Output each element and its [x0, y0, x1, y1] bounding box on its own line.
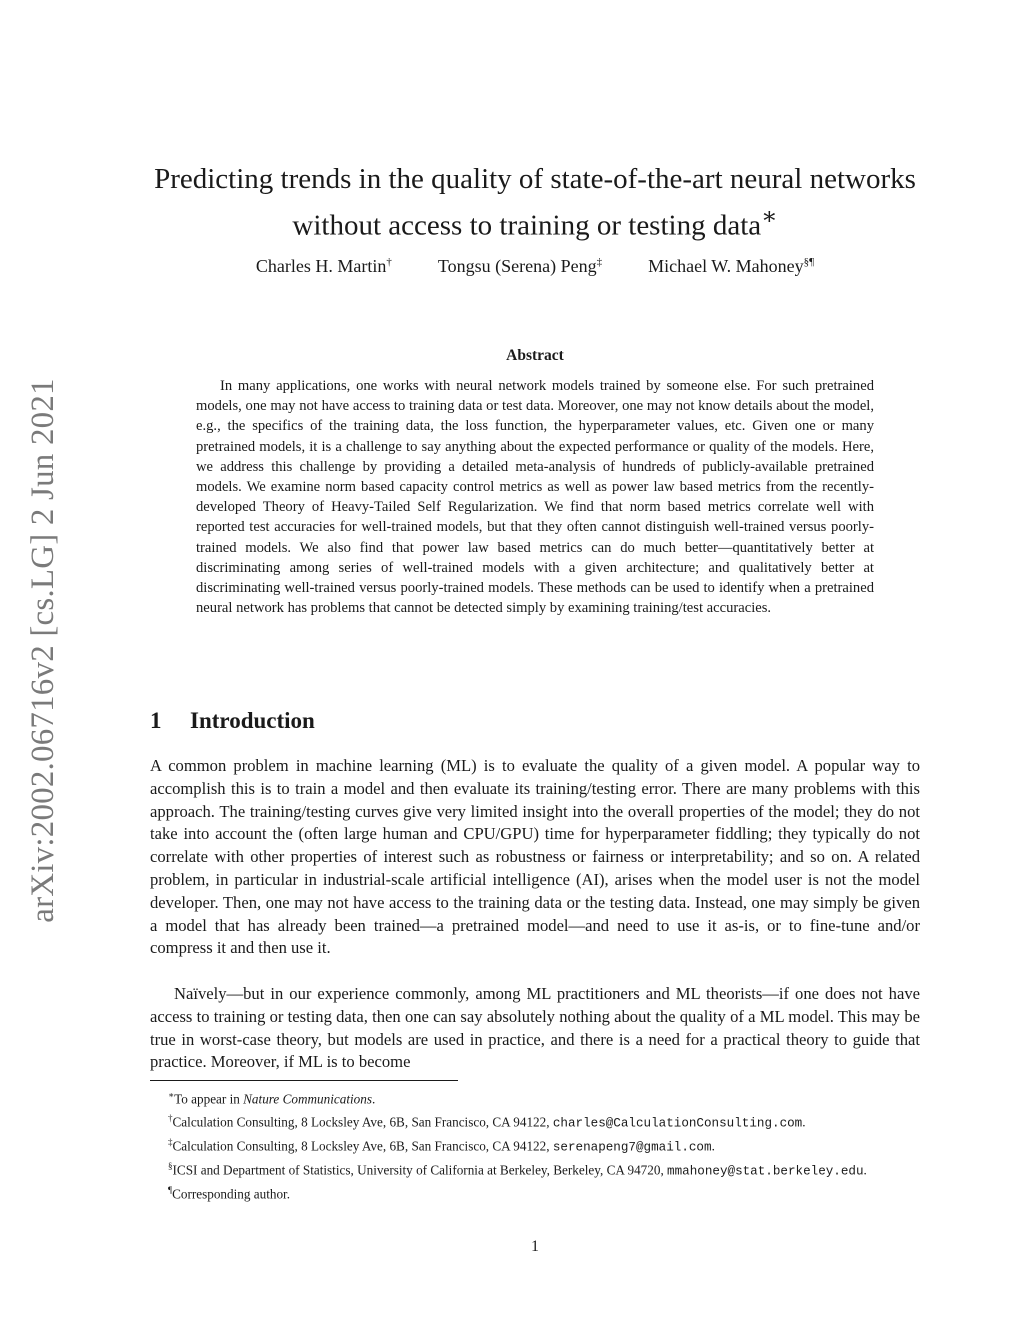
footnote-separator: [150, 1080, 458, 1081]
title-line-2: without access to training or testing data∗: [292, 203, 778, 242]
arxiv-identifier-stamp: [18, 370, 68, 930]
arxiv-identifier-text: arXiv:2002.06716v2 [cs.LG] 2 Jun 2021: [24, 377, 61, 923]
intro-paragraph-2: Naïvely—but in our experience commonly, among ML practitioners and ML theorists—if one does not have access to training or testing data, then one can say absolutely nothing about the quality of a ML model. This may be true in worst-case theory, but models are used in practice, and there is a need for a practical theory to guide that practice. Moreover, if ML is to become: [150, 984, 920, 1072]
email-mahoney[interactable]: mmahoney@stat.berkeley.edu: [667, 1164, 864, 1179]
author-martin: Charles H. Martin†: [255, 256, 392, 276]
footnote-publication: ∗To appear in Nature Communications.: [168, 1090, 376, 1107]
footnote-peng-affiliation: ‡Calculation Consulting, 8 Locksley Ave, 6B, San Francisco, CA 94122, serenapeng7@gmail.com.: [168, 1136, 715, 1155]
intro-paragraph-1: A common problem in machine learning (ML) is to evaluate the quality of a given model. A popular way to accomplish this is to train a model and then evaluate its training/testing error. There are many problems with this approach. The training/testing curves give very limited insight into the overall properties of the model; they do not take into account the (often large human and CPU/GPU) time for hyperparameter fiddling; they typically do not correlate with other properties of interest such as robustness or fairness or interpretability; and so on. A related problem, in particular in industrial-scale artificial intelligence (AI), arises when the model user is not the model developer. Then, one may not have access to the training data or the testing data. Instead, one may simply be given a model that has already been trained—a pretrained model—and need to use it as-is, or to fine-tune and/or compress it and then use it.: [150, 756, 920, 958]
abstract-text: In many applications, one works with neural network models trained by someone else. For such pretrained models, one may not have access to training data or test data. Moreover, one may not know details about the model, e.g., the specifics of the training data, the loss function, the hyperparameter values, etc. Given one or many pretrained models, it is a challenge to say anything about the expected performance or quality of the models. Here, we address this challenge by providing a detailed meta-analysis of hundreds of publicly-available pretrained models. We examine norm based capacity control metrics as well as power law based metrics from the recently-developed Theory of Heavy-Tailed Self Regularization. We find that norm based metrics correlate well with reported test accuracies for well-trained models, but that they often cannot distinguish well-trained versus poorly-trained models. We also find that power law based metrics can do much better—quantitatively better at discriminating among series of well-trained models with a given architecture; and qualitatively better at discriminating well-trained versus poorly-trained models. These methods can be used to identify when a pretrained neural network has problems that cannot be detected simply by examining training/test accuracies.: [196, 378, 874, 617]
title-footnote-mark: ∗: [761, 203, 778, 230]
section-heading-introduction: [150, 708, 315, 734]
section-number: 1: [150, 708, 162, 733]
footnote-corresponding-author: ¶Corresponding author.: [168, 1184, 291, 1202]
footnotes: [150, 1086, 920, 1204]
venue-name: Nature Communications: [243, 1091, 372, 1107]
author-mahoney: Michael W. Mahoney§¶: [648, 256, 815, 276]
email-peng[interactable]: serenapeng7@gmail.com: [552, 1140, 712, 1155]
abstract-heading: Abstract: [506, 347, 564, 364]
section-title: Introduction: [190, 708, 315, 733]
footnote-mahoney-affiliation: §ICSI and Department of Statistics, University of California at Berkeley, Berkeley, CA 94720, mmahoney@stat.berkeley.edu.: [168, 1160, 867, 1179]
author-list: [150, 256, 920, 277]
paper-title: [130, 160, 940, 245]
author-peng: Tongsu (Serena) Peng‡: [437, 256, 603, 276]
email-martin[interactable]: charles@CalculationConsulting.com: [552, 1116, 803, 1131]
title-line-1: Predicting trends in the quality of state-of-the-art neural networks: [154, 163, 916, 195]
page-number: 1: [531, 1238, 539, 1255]
footnote-martin-affiliation: †Calculation Consulting, 8 Locksley Ave, 6B, San Francisco, CA 94122, charles@CalculationConsulting.com.: [168, 1112, 806, 1131]
